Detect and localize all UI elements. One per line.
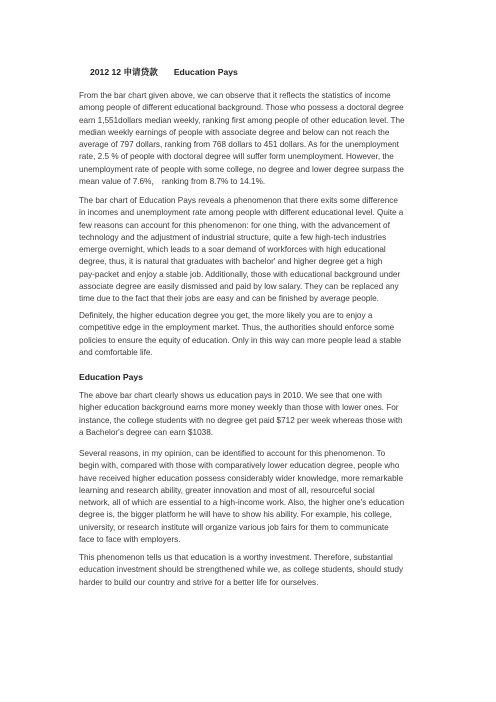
text-line: degree, thus, it is natural that graduates with bachelor' and higher degree get a high (79, 257, 383, 267)
title-prefix: 2012 12 申请贷款 (90, 67, 158, 77)
text-line: university, or research institute will organize various job fairs for them to communicate (79, 522, 389, 532)
paragraph-6 (79, 552, 419, 589)
text-line: face to face with employers. (79, 534, 181, 544)
text-line: begin with, compared with those with comparatively lower education degree, people who (79, 461, 400, 471)
text-line: policies to ensure the equity of education. Only in this way can more people lead a stable (79, 335, 402, 345)
paragraph-5 (79, 448, 419, 546)
text-line: This phenomenon tells us that education is a worthy investment. Therefore, substantial (79, 553, 393, 562)
text-line: network, all of which are essential to a high-income work. Also, the higher one's education (79, 498, 405, 507)
text-line: among people of different educational background. Those who possess a doctoral degree (79, 103, 404, 113)
text-line: and comfortable life. (79, 347, 153, 357)
text-line: learning and research ability, greater innovation and most of all, resourceful social (79, 485, 375, 495)
text-line: average of 797 dollars, ranking from 768 dollars to 451 dollars. As for the unemployment (79, 140, 399, 149)
text-line: a Bachelor's degree can earn $1038. (79, 427, 214, 437)
text-line: in incomes and unemployment rate among people with different educational level. Quite a (79, 208, 404, 218)
paragraph-3 (79, 310, 419, 359)
text-line: Definitely, the higher education degree you get, the more likely you are to enjoy a (79, 311, 373, 320)
text-line: pay-packet and enjoy a stable job. Additionally, those with educational background under (79, 269, 401, 279)
text-line: rate, 2.5 % of people with doctoral degree will suffer form unemployment. However, the (79, 152, 394, 162)
text-line: harder to build our country and strive for a better life for ourselves. (79, 577, 319, 587)
text-line: few reasons can account for this phenomenon: for one thing, with the advancement of (79, 220, 390, 230)
document-title (90, 66, 238, 78)
section-heading: Education Pays (79, 372, 143, 382)
text-line: median weekly earnings of people with associate degree and below can not reach the (79, 127, 390, 137)
text-line: degree is, the bigger platform he will have to show his ability. For example, his college, (79, 510, 392, 520)
text-line: competitive edge in the employment market. Thus, the authorities should enforce some (79, 323, 395, 333)
paragraph-4 (79, 390, 419, 439)
text-line: Several reasons, in my opinion, can be identified to account for this phenomenon. To (79, 449, 386, 458)
text-line: higher education background earns more money weekly than those with lower ones. For (79, 403, 399, 413)
text-line: instance, the college students with no degree get paid $712 per week whereas those with (79, 415, 403, 425)
paragraph-1 (79, 90, 419, 188)
text-line: The bar chart of Education Pays reveals a phenomenon that there exits some difference (79, 196, 398, 205)
text-line: mean value of 7.6%， ranking from 8.7% to 14.1%. (79, 176, 266, 186)
text-line: The above bar chart clearly shows us education pays in 2010. We see that one with (79, 391, 382, 400)
text-line: From the bar chart given above, we can observe that it reflects the statistics of income (79, 91, 391, 100)
text-line: emerge overnight, which leads to a soar demand of workforces with high educational (79, 245, 386, 254)
paragraph-2 (79, 195, 419, 305)
title-main: Education Pays (173, 67, 238, 77)
text-line: associate degree are easily dismissed and paid by low salary. They can be replaced any (79, 281, 399, 291)
text-line: unemployment rate of people with some college, no degree and lower degree surpass the (79, 164, 404, 174)
text-line: education investment should be strengthened while we, as college students, should study (79, 565, 404, 575)
text-line: earn 1,551dollars median weekly, ranking first among people of other education level. The (79, 115, 405, 125)
text-line: technology and the adjustment of industrial structure, quite a few high-tech industries (79, 232, 387, 242)
text-line: have received higher education possess considerably wider knowledge, more remarkable (79, 473, 404, 483)
text-line: time due to the fact that their jobs are easy and can be finished by average people. (79, 294, 379, 303)
